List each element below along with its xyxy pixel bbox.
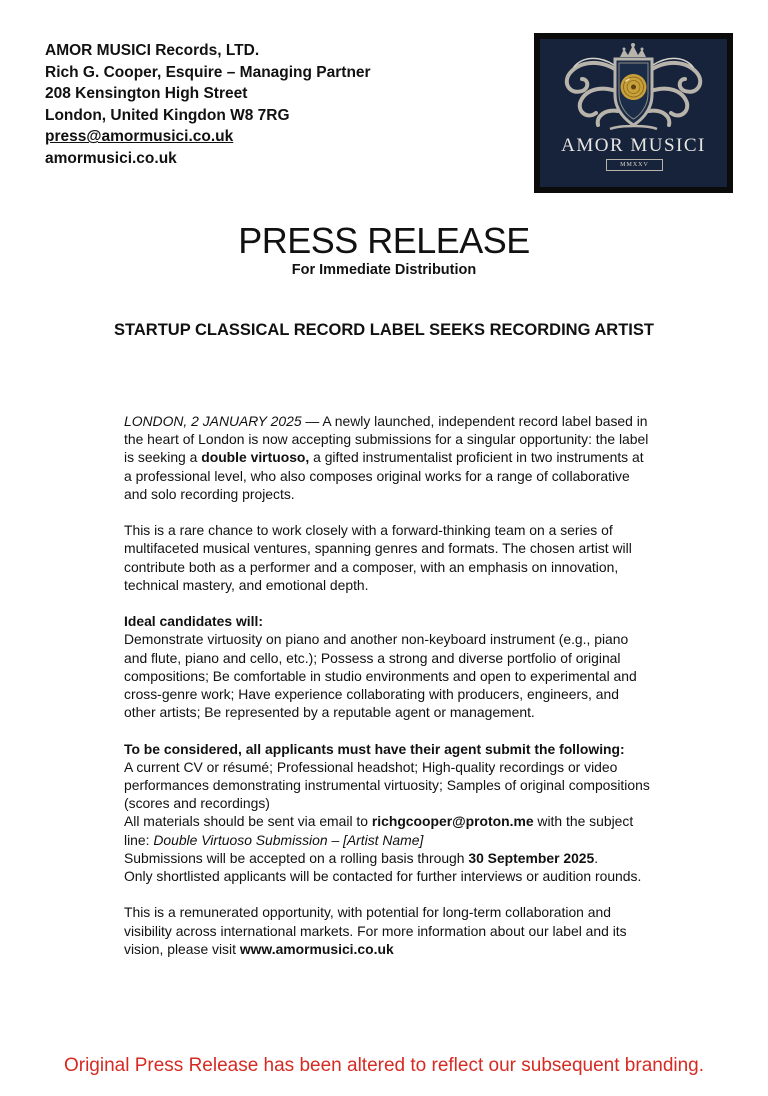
- street-address: 208 Kensington High Street: [45, 85, 248, 103]
- dateline: LONDON, 2 JANUARY 2025: [124, 413, 302, 429]
- paragraph-intro: LONDON, 2 JANUARY 2025 — A newly launched, independent record label based in the heart of London is now accepting submissions for a singular opportunity: the label is seeking a double virtuoso, a gifted instrumentalist proficient in two instruments at a professional level, who also composes original works for a range of collaborative and solo recording projects.: [124, 413, 649, 502]
- page-subtitle: For Immediate Distribution: [291, 262, 477, 278]
- candidates-list: Demonstrate virtuosity on piano and another non-keyboard instrument (e.g., piano and flute, piano and cello, etc.); Possess a strong and diverse portfolio of original compositions; Be comfortable in studio environments and open to experimental and cross-genre work; Have experience collaborating with producers, engineers, and other artists; Be represented by a reputable agent or management.: [124, 631, 637, 721]
- paragraph-submission: To be considered, all applicants must have their agent submit the following: A current CV or résumé; Professional headshot; High-quality recordings or video performances demonstrating instrumental virtuosity; Samples of original compositions (scores and recordings) All materials should be sent via email to richgcooper@proton.me with the subject line: Double Virtuoso Submission – [Artist Name] Submissions will be accepted on a rolling basis through 30 September 2025. Only shortlisted applicants will be contacted for further interviews or audition rounds.: [124, 740, 650, 885]
- submission-deadline: 30 September 2025: [468, 849, 595, 866]
- submission-email-link[interactable]: richgcooper@proton.me: [371, 813, 534, 830]
- amor-musici-logo: [534, 33, 733, 193]
- contact-name: Rich G. Cooper, Esquire – Managing Partner: [45, 63, 371, 81]
- logo-wordmark: AMOR MUSICI: [561, 135, 706, 156]
- release-body: [124, 412, 654, 976]
- release-headline: STARTUP CLASSICAL RECORD LABEL SEEKS RECORDING ARTIST: [114, 321, 654, 339]
- shortlist-note: Only shortlisted applicants will be contacted for further interviews or audition rounds.: [124, 868, 642, 885]
- paragraph-closing: This is a remunerated opportunity, with potential for long-term collaboration and visibility across international markets. For more information about our label and its vision, please visit www.amormusici.co.uk: [124, 904, 627, 957]
- submission-subject: Double Virtuoso Submission – [Artist Name]: [153, 831, 424, 848]
- letterhead: [45, 40, 371, 170]
- paragraph-candidates: [124, 612, 654, 721]
- double-virtuoso-emphasis: double virtuoso,: [201, 449, 310, 466]
- logo-panel: [540, 39, 727, 187]
- paragraph-opportunity: This is a rare chance to work closely with a forward-thinking team on a series of multifaceted musical ventures, spanning genres and formats. The chosen artist will contribute both as a performer and a composer, with an emphasis on innovation, technical mastery, and emotional depth.: [124, 522, 632, 593]
- submission-materials: A current CV or résumé; Professional headshot; High-quality recordings or video performances demonstrating instrumental virtuosity; Samples of original compositions (scores and recordings): [124, 758, 650, 812]
- press-email-link[interactable]: press@amormusici.co.uk: [45, 128, 234, 146]
- website-link[interactable]: www.amormusici.co.uk: [239, 940, 394, 957]
- company-name: AMOR MUSICI Records, LTD.: [45, 42, 260, 59]
- submission-heading: To be considered, all applicants must have their agent submit the following:: [124, 740, 625, 757]
- website-text: amormusici.co.uk: [45, 149, 177, 167]
- city-address: London, United Kingdon W8 7RG: [45, 106, 290, 124]
- candidates-heading: Ideal candidates will:: [124, 613, 263, 630]
- page-title: PRESS RELEASE: [238, 220, 530, 261]
- logo-year-plate: MMXXV: [606, 159, 663, 171]
- alteration-note: Original Press Release has been altered to reflect our subsequent branding.: [63, 1055, 705, 1076]
